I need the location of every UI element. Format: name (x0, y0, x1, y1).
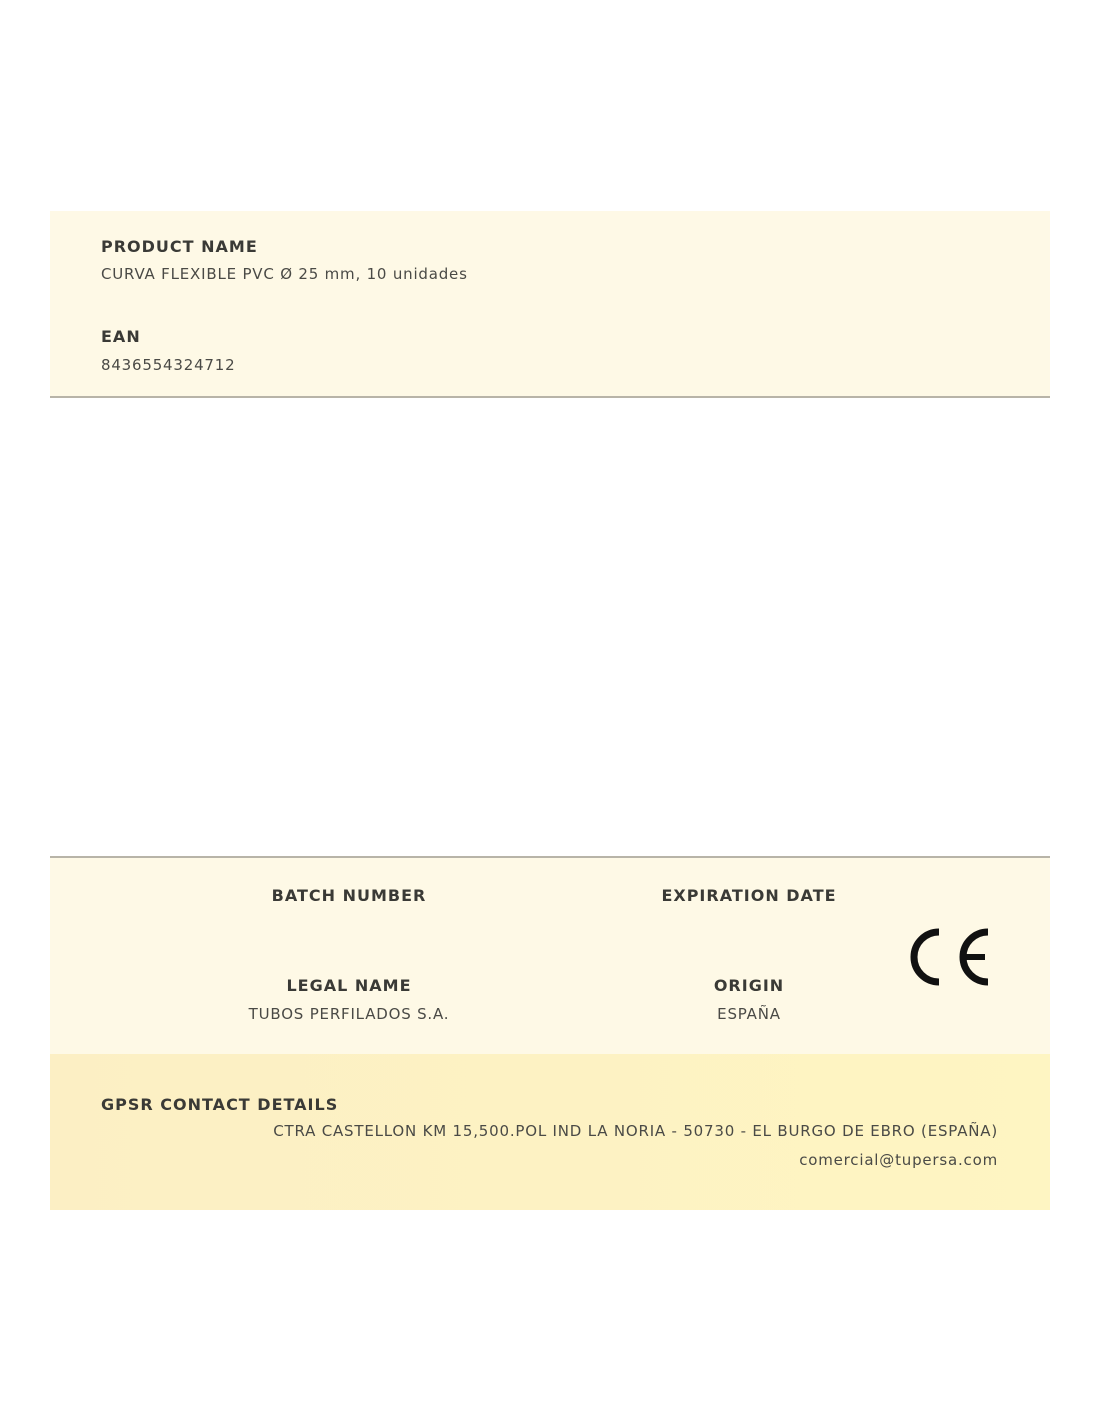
product-name-value: CURVA FLEXIBLE PVC Ø 25 mm, 10 unidades (101, 265, 468, 283)
product-info-panel (50, 211, 1050, 398)
product-name-label: PRODUCT NAME (101, 237, 258, 256)
legal-name-cell (199, 976, 499, 1023)
gpsr-email: comercial@tupersa.com (799, 1151, 998, 1169)
origin-label: ORIGIN (713, 976, 785, 995)
legal-name-value: TUBOS PERFILADOS S.A. (248, 1005, 450, 1023)
batch-number-cell (199, 886, 499, 915)
expiration-date-cell (599, 886, 899, 915)
ean-value: 8436554324712 (101, 356, 236, 374)
origin-value: ESPAÑA (717, 1005, 781, 1023)
gpsr-contact-panel (50, 1054, 1050, 1210)
expiration-date-label: EXPIRATION DATE (661, 886, 837, 905)
batch-number-label: BATCH NUMBER (271, 886, 427, 905)
gpsr-address: CTRA CASTELLON KM 15,500.POL IND LA NORIA - 50730 - EL BURGO DE EBRO (ESPAÑA) (273, 1122, 998, 1140)
legal-name-label: LEGAL NAME (286, 976, 412, 995)
origin-cell (599, 976, 899, 1023)
ce-mark-icon (908, 926, 990, 988)
gpsr-contact-label: GPSR CONTACT DETAILS (101, 1095, 339, 1114)
product-details-panel (50, 856, 1050, 1056)
ean-label: EAN (101, 327, 141, 346)
